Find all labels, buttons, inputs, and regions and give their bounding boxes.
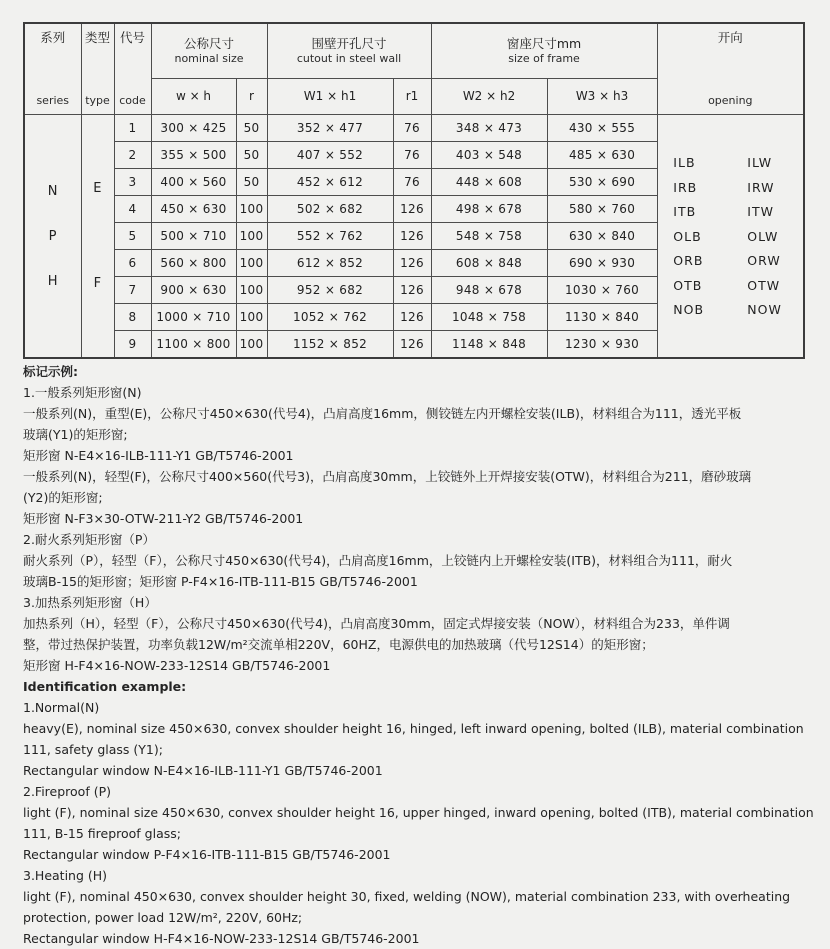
note-line: 111, B-15 fireproof glass; — [23, 826, 181, 841]
type-letter: E — [93, 181, 102, 196]
cell-w2h2: 1148 × 848 — [431, 331, 547, 359]
cell-code: 6 — [114, 250, 151, 277]
opening-code: IRW — [747, 179, 775, 195]
opening-code: ITW — [747, 204, 774, 219]
header-cutout-en: cutout in steel wall — [296, 51, 402, 65]
opening-code: OLB — [673, 228, 702, 244]
header-nominal-zh: 公称尺寸 — [184, 35, 235, 51]
opening-pair — [658, 204, 804, 219]
cell-wh: 450 × 630 — [151, 196, 236, 223]
header-frame-size — [431, 23, 657, 78]
cell-r1: 126 — [393, 277, 431, 304]
cell-w1h1: 552 × 762 — [267, 223, 393, 250]
cell-r1: 126 — [393, 250, 431, 277]
opening-code: NOB — [673, 302, 705, 317]
series-letter: P — [48, 228, 57, 244]
cell-r1: 76 — [393, 169, 431, 196]
opening-code: IRB — [673, 179, 698, 195]
cell-r: 100 — [236, 196, 267, 223]
cell-r: 50 — [236, 115, 267, 142]
cell-code: 3 — [114, 169, 151, 196]
cell-w2h2: 448 × 608 — [431, 169, 547, 196]
note-line: heavy(E), nominal size 450×630, convex shoulder height 16, hinged, left inward opening, bolted (ILB), material combination — [23, 721, 804, 736]
opening-merged-cell — [657, 115, 804, 359]
cell-code: 5 — [114, 223, 151, 250]
note-line: 矩形窗 H-F4×16-NOW-233-12S14 GB/T5746-2001 — [23, 658, 331, 673]
header-series-zh: 系列 — [40, 30, 66, 45]
cell-w1h1: 1152 × 852 — [267, 331, 393, 359]
cell-r1: 126 — [393, 223, 431, 250]
note-line: 整，带过热保护装置，功率负载12W/m²交流单相220V，60HZ，电源供电的加热玻璃（代号12S14）的矩形窗； — [23, 637, 654, 652]
cell-code: 2 — [114, 142, 151, 169]
note-line: 矩形窗 N-F3×30-OTW-211-Y2 GB/T5746-2001 — [23, 511, 304, 526]
header-series — [24, 23, 81, 115]
note-line: light (F), nominal 450×630, convex shoulder height 30, fixed, welding (NOW), material combination 233, with overheating — [23, 889, 791, 904]
cell-r1: 126 — [393, 331, 431, 359]
cell-w3h3: 1130 × 840 — [547, 304, 657, 331]
header-nominal-en: nominal size — [174, 51, 244, 65]
header-type-en: type — [85, 94, 110, 107]
note-line: 加热系列（H），轻型（F），公称尺寸450×630(代号4)，凸肩高度30mm，固定式焊接安装（NOW），材料组合为233，单件调 — [23, 616, 730, 631]
cell-w3h3: 580 × 760 — [547, 196, 657, 223]
opening-pair — [658, 155, 804, 170]
cell-wh: 1000 × 710 — [151, 304, 236, 331]
opening-pair — [658, 229, 804, 244]
type-merged-cell — [81, 115, 114, 359]
header-type-zh: 类型 — [84, 30, 110, 45]
cell-w1h1: 502 × 682 — [267, 196, 393, 223]
opening-code: ILB — [673, 155, 696, 170]
cell-w1h1: 407 × 552 — [267, 142, 393, 169]
cell-code: 9 — [114, 331, 151, 359]
cell-r: 50 — [236, 142, 267, 169]
col-header-w1h1: W1 × h1 — [267, 78, 393, 114]
cell-r: 100 — [236, 223, 267, 250]
cell-wh: 300 × 425 — [151, 115, 236, 142]
cell-w1h1: 452 × 612 — [267, 169, 393, 196]
cell-wh: 1100 × 800 — [151, 331, 236, 359]
cell-w3h3: 690 × 930 — [547, 250, 657, 277]
cell-w2h2: 948 × 678 — [431, 277, 547, 304]
header-opening — [657, 23, 804, 115]
note-line: 玻璃(Y1)的矩形窗; — [23, 427, 128, 442]
note-line: 3.加热系列矩形窗（H） — [23, 595, 157, 610]
series-letter: N — [47, 183, 58, 199]
cell-code: 7 — [114, 277, 151, 304]
cell-r1: 126 — [393, 196, 431, 223]
note-line: 标记示例: — [23, 364, 78, 379]
header-cutout-zh: 围壁开孔尺寸 — [311, 35, 387, 51]
note-line: 矩形窗 N-E4×16-ILB-111-Y1 GB/T5746-2001 — [23, 448, 294, 463]
cell-w1h1: 612 × 852 — [267, 250, 393, 277]
notes-block — [23, 361, 815, 949]
cell-w3h3: 485 × 630 — [547, 142, 657, 169]
cell-code: 8 — [114, 304, 151, 331]
opening-code: NOW — [747, 302, 782, 317]
header-row-1 — [24, 23, 804, 78]
opening-code: ORB — [673, 253, 704, 268]
header-frame-en: size of frame — [508, 51, 580, 65]
window-dimensions-table — [23, 22, 805, 359]
col-header-w3h3: W3 × h3 — [547, 78, 657, 114]
opening-code: OTB — [673, 277, 703, 293]
header-nominal-size — [151, 23, 267, 78]
opening-code: OTW — [747, 277, 781, 293]
note-line: (Y2)的矩形窗; — [23, 490, 103, 505]
cell-r: 50 — [236, 169, 267, 196]
opening-pair — [658, 302, 804, 317]
cell-w2h2: 608 × 848 — [431, 250, 547, 277]
header-opening-zh: 开向 — [717, 30, 743, 45]
cell-wh: 400 × 560 — [151, 169, 236, 196]
cell-w1h1: 352 × 477 — [267, 115, 393, 142]
header-code — [114, 23, 151, 115]
cell-r: 100 — [236, 277, 267, 304]
cell-wh: 355 × 500 — [151, 142, 236, 169]
header-frame-zh: 窗座尺寸mm — [506, 35, 582, 51]
cell-w2h2: 348 × 473 — [431, 115, 547, 142]
header-series-en: series — [36, 94, 70, 107]
cell-w3h3: 630 × 840 — [547, 223, 657, 250]
cell-wh: 900 × 630 — [151, 277, 236, 304]
opening-pair — [658, 180, 804, 195]
note-line: 1.Normal(N) — [23, 700, 100, 715]
note-line: 3.Heating (H) — [23, 868, 108, 883]
note-line: 1.一般系列矩形窗(N) — [23, 385, 142, 400]
note-line: 玻璃B-15的矩形窗；矩形窗 P-F4×16-ITB-111-B15 GB/T5746-2001 — [23, 574, 418, 589]
header-type — [81, 23, 114, 115]
note-line: Identification example: — [23, 679, 187, 694]
note-line: 111, safety glass (Y1); — [23, 742, 163, 757]
col-header-w2h2: W2 × h2 — [431, 78, 547, 114]
cell-code: 4 — [114, 196, 151, 223]
opening-code: ILW — [747, 155, 773, 170]
note-line: Rectangular window N-E4×16-ILB-111-Y1 GB/T5746-2001 — [23, 763, 383, 778]
cell-r: 100 — [236, 304, 267, 331]
note-line: Rectangular window P-F4×16-ITB-111-B15 GB/T5746-2001 — [23, 847, 391, 862]
cell-r1: 76 — [393, 115, 431, 142]
cell-w2h2: 403 × 548 — [431, 142, 547, 169]
header-code-en: code — [119, 94, 146, 107]
cell-w1h1: 952 × 682 — [267, 277, 393, 304]
cell-w2h2: 498 × 678 — [431, 196, 547, 223]
opening-code: OLW — [747, 228, 779, 244]
table-row — [24, 115, 804, 142]
type-letter: F — [93, 276, 102, 291]
opening-pair — [658, 253, 804, 268]
header-cutout — [267, 23, 431, 78]
cell-w1h1: 1052 × 762 — [267, 304, 393, 331]
header-opening-en: opening — [708, 94, 753, 107]
cell-w3h3: 1030 × 760 — [547, 277, 657, 304]
cell-w3h3: 530 × 690 — [547, 169, 657, 196]
note-line: 2.耐火系列矩形窗（P） — [23, 532, 155, 547]
cell-w3h3: 430 × 555 — [547, 115, 657, 142]
cell-w3h3: 1230 × 930 — [547, 331, 657, 359]
cell-wh: 560 × 800 — [151, 250, 236, 277]
cell-r: 100 — [236, 250, 267, 277]
col-header-r1: r1 — [393, 78, 431, 114]
note-line: 2.Fireproof (P) — [23, 784, 111, 799]
cell-r: 100 — [236, 331, 267, 359]
cell-code: 1 — [114, 115, 151, 142]
opening-code: ORW — [747, 253, 781, 268]
cell-r1: 126 — [393, 304, 431, 331]
note-line: protection, power load 12W/m², 220V, 60Hz; — [23, 910, 303, 925]
note-line: 耐火系列（P），轻型（F），公称尺寸450×630(代号4)，凸肩高度16mm，上铰链内上开螺栓安装(ITB)，材料组合为111，耐火 — [23, 553, 733, 568]
note-line: Rectangular window H-F4×16-NOW-233-12S14 GB/T5746-2001 — [23, 931, 420, 946]
cell-wh: 500 × 710 — [151, 223, 236, 250]
opening-pair — [658, 278, 804, 293]
note-line: 一般系列(N)，重型(E)，公称尺寸450×630(代号4)，凸肩高度16mm，侧铰链左内开螺栓安装(ILB)，材料组合为111，透光平板 — [23, 406, 742, 421]
col-header-wh: w × h — [151, 78, 236, 114]
note-line: 一般系列(N)，轻型(F)，公称尺寸400×560(代号3)，凸肩高度30mm，上铰链外上开焊接安装(OTW)，材料组合为211，磨砂玻璃 — [23, 469, 752, 484]
cell-w2h2: 1048 × 758 — [431, 304, 547, 331]
cell-w2h2: 548 × 758 — [431, 223, 547, 250]
cell-r1: 76 — [393, 142, 431, 169]
opening-code: ITB — [673, 204, 697, 219]
header-code-zh: 代号 — [119, 30, 145, 45]
note-line: light (F), nominal size 450×630, convex shoulder height 16, upper hinged, inward opening, bolted (ITB), material combination — [23, 805, 814, 820]
series-letter: H — [47, 273, 58, 289]
series-merged-cell — [24, 115, 81, 359]
col-header-r: r — [236, 78, 267, 114]
